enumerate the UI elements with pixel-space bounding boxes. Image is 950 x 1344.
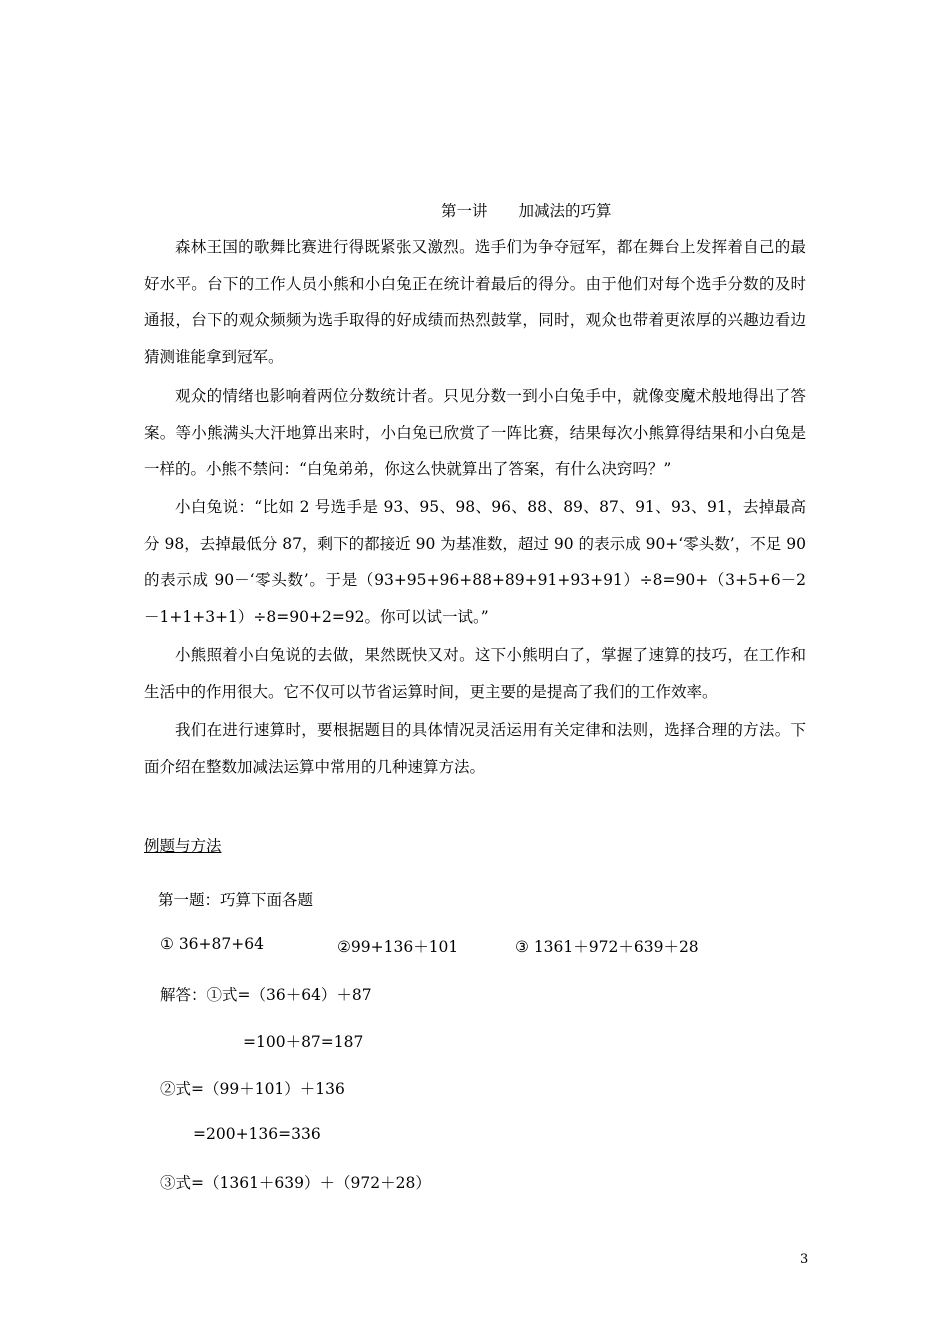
solution-line-3: ②式=（99＋101）＋136 bbox=[160, 1080, 345, 1098]
problem-item-3: ③ 1361＋972＋639＋28 bbox=[515, 938, 699, 956]
solution-line-4: =200+136=336 bbox=[193, 1125, 321, 1143]
paragraph-text: 小白兔说：“比如 2 号选手是 93、95、98、96、88、89、87、91、93、91，去掉最高分 98，去掉最低分 87，剩下的都接近 90 为基准数，超过 90 的表示成 90+‘零头数’，不足 90 的表示成 90－‘零头数’。于是（93+95+96+88+89+91+93+91）÷8=90+（3+5+6－2－1+1+3+1）÷8=90+2=92。你可以试一试。” bbox=[144, 498, 806, 626]
solution-line-1: 解答：①式=（36＋64）＋87 bbox=[160, 986, 372, 1004]
solution-line-2: =100＋87=187 bbox=[243, 1033, 364, 1051]
problem-label: 第一题：巧算下面各题 bbox=[158, 891, 314, 909]
paragraph-text: 小熊照着小白兔说的去做，果然既快又对。这下小熊明白了，掌握了速算的技巧，在工作和生活中的作用很大。它不仅可以节省运算时间，更主要的是提高了我们的工作效率。 bbox=[144, 646, 806, 701]
intro-paragraph-1 bbox=[144, 229, 806, 375]
paragraph-text: 我们在进行速算时，要根据题目的具体情况灵活运用有关定律和法则，选择合理的方法。下面介绍在整数加减法运算中常用的几种速算方法。 bbox=[144, 721, 806, 776]
problem-item-1: ① 36+87+64 bbox=[160, 935, 264, 953]
lecture-title: 第一讲 加减法的巧算 bbox=[441, 202, 612, 220]
intro-paragraph-4 bbox=[144, 637, 806, 710]
intro-paragraph-5 bbox=[144, 712, 806, 785]
solution-line-5: ③式=（1361＋639）＋（972＋28） bbox=[160, 1174, 431, 1192]
intro-paragraph-3 bbox=[144, 489, 806, 635]
paragraph-text: 森林王国的歌舞比赛进行得既紧张又激烈。选手们为争夺冠军，都在舞台上发挥着自己的最好水平。台下的工作人员小熊和小白兔正在统计着最后的得分。由于他们对每个选手分数的及时通报，台下的观众频频为选手取得的好成绩而热烈鼓掌，同时，观众也带着更浓厚的兴趣边看边猜测谁能拿到冠军。 bbox=[144, 238, 806, 366]
paragraph-text: 观众的情绪也影响着两位分数统计者。只见分数一到小白兔手中，就像变魔术般地得出了答案。等小熊满头大汗地算出来时，小白兔已欣赏了一阵比赛，结果每次小熊算得结果和小白兔是一样的。小熊不禁问：“白兔弟弟，你这么快就算出了答案，有什么决窍吗？” bbox=[144, 387, 806, 478]
problem-item-2: ②99+136＋101 bbox=[337, 938, 459, 956]
section-heading: 例题与方法 bbox=[144, 837, 222, 855]
intro-paragraph-2 bbox=[144, 378, 806, 488]
page-number: 3 bbox=[800, 1252, 809, 1267]
